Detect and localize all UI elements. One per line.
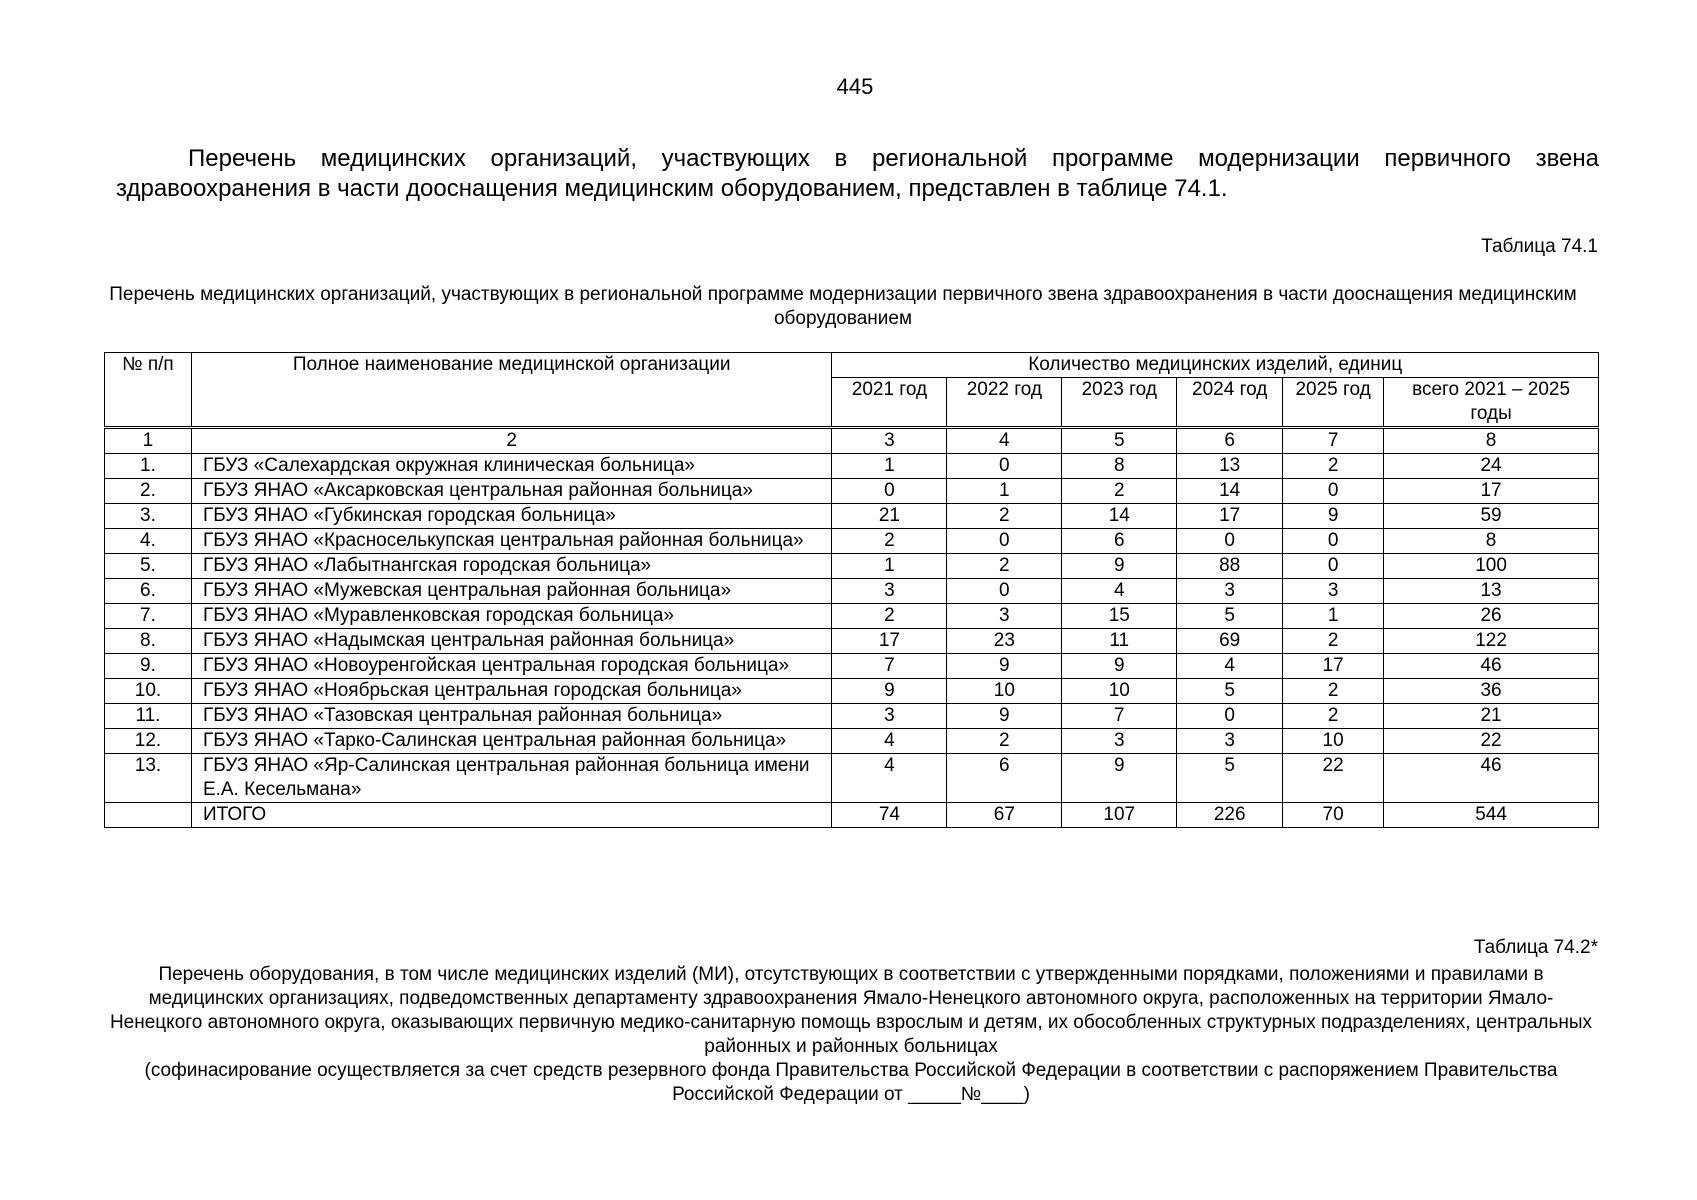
row-number: 8. bbox=[105, 629, 192, 654]
year-cell: 9 bbox=[947, 704, 1062, 729]
year-cell: 23 bbox=[947, 629, 1062, 654]
total-cell: 8 bbox=[1384, 529, 1599, 554]
table-row bbox=[105, 454, 1599, 479]
organization-name: ГБУЗ ЯНАО «Муравленковская городская больница» bbox=[191, 604, 832, 629]
year-cell: 22 bbox=[1283, 754, 1384, 803]
organization-name: ГБУЗ ЯНАО «Ноябрьская центральная городская больница» bbox=[191, 679, 832, 704]
total-row bbox=[105, 803, 1599, 828]
organization-name: ГБУЗ ЯНАО «Аксарковская центральная районная больница» bbox=[191, 479, 832, 504]
year-cell: 4 bbox=[1177, 654, 1283, 679]
year-cell: 14 bbox=[1062, 504, 1177, 529]
col-number: 6 bbox=[1177, 428, 1283, 454]
table-row bbox=[105, 479, 1599, 504]
year-cell: 2 bbox=[1283, 679, 1384, 704]
header-year: 2021 год bbox=[832, 378, 947, 428]
year-cell: 7 bbox=[832, 654, 947, 679]
organization-name: ГБУЗ ЯНАО «Тарко-Салинская центральная районная больница» bbox=[191, 729, 832, 754]
year-cell: 9 bbox=[1062, 754, 1177, 803]
header-name: Полное наименование медицинской организации bbox=[191, 353, 832, 428]
col-number: 5 bbox=[1062, 428, 1177, 454]
row-number: 13. bbox=[105, 754, 192, 803]
year-cell: 13 bbox=[1177, 454, 1283, 479]
year-cell: 10 bbox=[1283, 729, 1384, 754]
year-cell: 4 bbox=[832, 729, 947, 754]
total-cell: 100 bbox=[1384, 554, 1599, 579]
total-cell: 122 bbox=[1384, 629, 1599, 654]
total-cell: 46 bbox=[1384, 754, 1599, 803]
intro-paragraph: Перечень медицинских организаций, участвующих в региональной программе модернизации первичного звена здравоохранения в части дооснащения медицинским оборудованием, представлен в таблице 74.1. bbox=[116, 145, 1599, 202]
year-cell: 2 bbox=[832, 529, 947, 554]
table-row bbox=[105, 529, 1599, 554]
year-cell: 3 bbox=[832, 704, 947, 729]
col-number: 7 bbox=[1283, 428, 1384, 454]
total-cell: 17 bbox=[1384, 479, 1599, 504]
organization-name: ГБУЗ ЯНАО «Надымская центральная районная больница» bbox=[191, 629, 832, 654]
table-74-2-title: Перечень оборудования, в том числе медицинских изделий (МИ), отсутствующих в соответствии с утвержденными порядками, положениями и правилами в медицинских организациях, подведомственных департаменту здравоохранения Ямало-Ненецкого автономного округа, расположенных на территории Ямало-Ненецкого автономного округа, оказывающих первичную медико-санитарную помощь взрослым и детям, их обособленных структурных подразделениях, центральных районных и районных больницах bbox=[109, 964, 1593, 1057]
year-cell: 2 bbox=[832, 604, 947, 629]
header-qty: Количество медицинских изделий, единиц bbox=[832, 353, 1599, 378]
year-cell: 17 bbox=[1283, 654, 1384, 679]
year-cell: 17 bbox=[1177, 504, 1283, 529]
year-cell: 0 bbox=[832, 479, 947, 504]
year-cell: 3 bbox=[832, 579, 947, 604]
year-cell: 2 bbox=[947, 554, 1062, 579]
year-cell: 2 bbox=[1283, 704, 1384, 729]
year-cell: 5 bbox=[1177, 604, 1283, 629]
organization-name: ГБУЗ ЯНАО «Красноселькупская центральная районная больница» bbox=[191, 529, 832, 554]
total-cell: 13 bbox=[1384, 579, 1599, 604]
total-cell: 59 bbox=[1384, 504, 1599, 529]
organization-name: ГБУЗ ЯНАО «Губкинская городская больница» bbox=[191, 504, 832, 529]
row-number: 6. bbox=[105, 579, 192, 604]
header-year: 2022 год bbox=[947, 378, 1062, 428]
table-row bbox=[105, 679, 1599, 704]
total-cell: 36 bbox=[1384, 679, 1599, 704]
row-number bbox=[105, 803, 192, 828]
header-year: 2025 год bbox=[1283, 378, 1384, 428]
table-row bbox=[105, 604, 1599, 629]
total-cell: 24 bbox=[1384, 454, 1599, 479]
table-row bbox=[105, 504, 1599, 529]
col-number: 8 bbox=[1384, 428, 1599, 454]
row-number: 10. bbox=[105, 679, 192, 704]
year-cell: 0 bbox=[947, 529, 1062, 554]
row-number: 5. bbox=[105, 554, 192, 579]
row-number: 11. bbox=[105, 704, 192, 729]
table-row bbox=[105, 629, 1599, 654]
table-row bbox=[105, 654, 1599, 679]
row-number: 1. bbox=[105, 454, 192, 479]
year-cell: 8 bbox=[1062, 454, 1177, 479]
year-cell: 0 bbox=[1283, 529, 1384, 554]
organization-name: ГБУЗ ЯНАО «Новоуренгойская центральная городская больница» bbox=[191, 654, 832, 679]
row-number: 2. bbox=[105, 479, 192, 504]
col-number: 3 bbox=[832, 428, 947, 454]
total-cell: 21 bbox=[1384, 704, 1599, 729]
table-row bbox=[105, 729, 1599, 754]
row-number: 9. bbox=[105, 654, 192, 679]
year-cell: 0 bbox=[1177, 704, 1283, 729]
year-cell: 15 bbox=[1062, 604, 1177, 629]
year-cell: 67 bbox=[947, 803, 1062, 828]
year-cell: 2 bbox=[1283, 454, 1384, 479]
total-cell: 22 bbox=[1384, 729, 1599, 754]
year-cell: 1 bbox=[832, 454, 947, 479]
year-cell: 74 bbox=[832, 803, 947, 828]
year-cell: 3 bbox=[1177, 579, 1283, 604]
organization-name: ИТОГО bbox=[191, 803, 832, 828]
year-cell: 69 bbox=[1177, 629, 1283, 654]
year-cell: 9 bbox=[1062, 554, 1177, 579]
table-74-2-note: (софинасирование осуществляется за счет средств резервного фонда Правительства Российской Федерации в соответствии с распоряжением Правительства Российской Федерации от _____№____) bbox=[144, 1060, 1558, 1105]
total-cell: 544 bbox=[1384, 803, 1599, 828]
year-cell: 3 bbox=[1283, 579, 1384, 604]
table-74-2-caption: Таблица 74.2* bbox=[1473, 937, 1598, 958]
total-cell: 46 bbox=[1384, 654, 1599, 679]
year-cell: 3 bbox=[1177, 729, 1283, 754]
row-number: 7. bbox=[105, 604, 192, 629]
year-cell: 0 bbox=[947, 579, 1062, 604]
header-year: 2024 год bbox=[1177, 378, 1283, 428]
table-row bbox=[105, 579, 1599, 604]
year-cell: 9 bbox=[1283, 504, 1384, 529]
organization-name: ГБУЗ «Салехардская окружная клиническая больница» bbox=[191, 454, 832, 479]
year-cell: 1 bbox=[832, 554, 947, 579]
year-cell: 3 bbox=[947, 604, 1062, 629]
year-cell: 107 bbox=[1062, 803, 1177, 828]
year-cell: 226 bbox=[1177, 803, 1283, 828]
year-cell: 4 bbox=[832, 754, 947, 803]
year-cell: 10 bbox=[1062, 679, 1177, 704]
year-cell: 11 bbox=[1062, 629, 1177, 654]
year-cell: 6 bbox=[1062, 529, 1177, 554]
row-number: 4. bbox=[105, 529, 192, 554]
row-number: 3. bbox=[105, 504, 192, 529]
year-cell: 6 bbox=[947, 754, 1062, 803]
table-row bbox=[105, 704, 1599, 729]
year-cell: 70 bbox=[1283, 803, 1384, 828]
year-cell: 9 bbox=[947, 654, 1062, 679]
year-cell: 9 bbox=[1062, 654, 1177, 679]
year-cell: 0 bbox=[1177, 529, 1283, 554]
year-cell: 17 bbox=[832, 629, 947, 654]
table-row bbox=[105, 554, 1599, 579]
year-cell: 3 bbox=[1062, 729, 1177, 754]
header-year: 2023 год bbox=[1062, 378, 1177, 428]
organization-name: ГБУЗ ЯНАО «Лабытнангская городская больница» bbox=[191, 554, 832, 579]
col-number: 1 bbox=[105, 428, 192, 454]
table-74-2-section bbox=[103, 963, 1599, 1107]
organization-name: ГБУЗ ЯНАО «Тазовская центральная районная больница» bbox=[191, 704, 832, 729]
year-cell: 2 bbox=[947, 729, 1062, 754]
year-cell: 0 bbox=[947, 454, 1062, 479]
year-cell: 2 bbox=[947, 504, 1062, 529]
header-num: № п/п bbox=[105, 353, 192, 428]
year-cell: 10 bbox=[947, 679, 1062, 704]
year-cell: 0 bbox=[1283, 479, 1384, 504]
column-numbers-row bbox=[105, 428, 1599, 454]
table-row bbox=[105, 754, 1599, 803]
row-number: 12. bbox=[105, 729, 192, 754]
year-cell: 7 bbox=[1062, 704, 1177, 729]
year-cell: 0 bbox=[1283, 554, 1384, 579]
col-number: 4 bbox=[947, 428, 1062, 454]
year-cell: 4 bbox=[1062, 579, 1177, 604]
header-total: всего 2021 – 2025 годы bbox=[1384, 378, 1599, 428]
year-cell: 1 bbox=[1283, 604, 1384, 629]
year-cell: 14 bbox=[1177, 479, 1283, 504]
year-cell: 1 bbox=[947, 479, 1062, 504]
organization-name: ГБУЗ ЯНАО «Яр-Салинская центральная районная больница имени Е.А. Кесельмана» bbox=[191, 754, 832, 803]
organizations-table bbox=[104, 352, 1599, 828]
total-cell: 26 bbox=[1384, 604, 1599, 629]
year-cell: 2 bbox=[1283, 629, 1384, 654]
year-cell: 5 bbox=[1177, 679, 1283, 704]
year-cell: 21 bbox=[832, 504, 947, 529]
col-number: 2 bbox=[191, 428, 832, 454]
year-cell: 88 bbox=[1177, 554, 1283, 579]
table-74-1-title: Перечень медицинских организаций, участвующих в региональной программе модернизации первичного звена здравоохранения в части дооснащения медицинским оборудованием bbox=[109, 284, 1577, 329]
organization-name: ГБУЗ ЯНАО «Мужевская центральная районная больница» bbox=[191, 579, 832, 604]
page-number: 445 bbox=[836, 74, 874, 99]
table-74-1-caption: Таблица 74.1 bbox=[1481, 236, 1598, 257]
header-row bbox=[105, 353, 1599, 378]
year-cell: 9 bbox=[832, 679, 947, 704]
year-cell: 5 bbox=[1177, 754, 1283, 803]
year-cell: 2 bbox=[1062, 479, 1177, 504]
